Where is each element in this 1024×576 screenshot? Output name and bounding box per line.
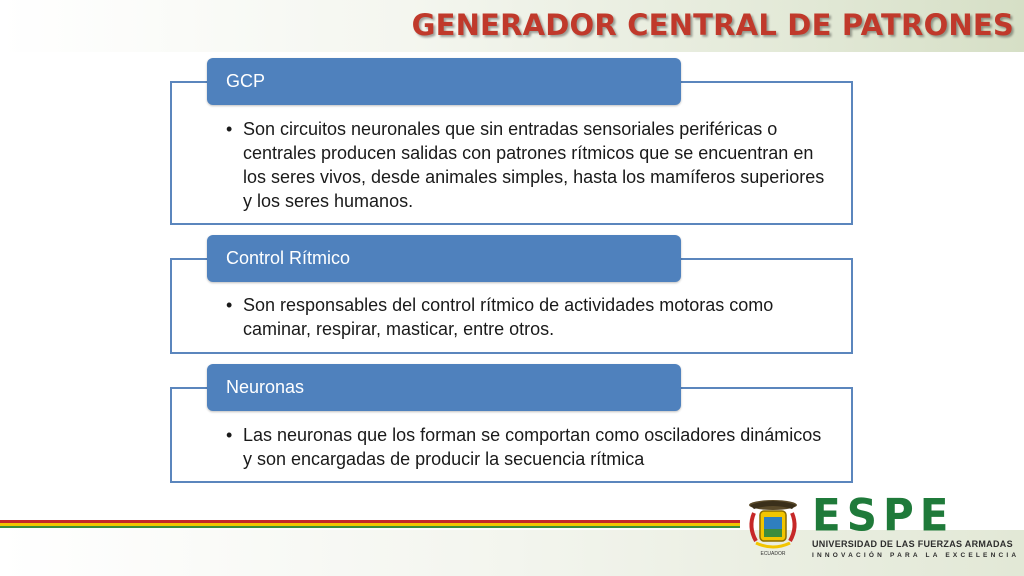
- section-heading-control-ritmico: Control Rítmico: [207, 235, 681, 282]
- section-heading-neuronas: Neuronas: [207, 364, 681, 411]
- section-bullet-neuronas: [226, 423, 826, 471]
- section-bullet-control-ritmico: [226, 293, 826, 341]
- bullet-dot: •: [226, 425, 233, 445]
- bullet-dot: •: [226, 295, 233, 315]
- section-heading-gcp: GCP: [207, 58, 681, 105]
- coat-of-arms-icon: [740, 497, 806, 559]
- bullet-text: Son responsables del control rítmico de actividades motoras como caminar, respirar, masticar, entre otros.: [243, 295, 774, 339]
- crest-label: ECUADOR: [760, 551, 786, 557]
- bullet-text: Las neuronas que los forman se comportan como osciladores dinámicos y son encargadas de producir la secuencia rítmica: [243, 425, 822, 469]
- section-bullet-gcp: [226, 117, 826, 213]
- espe-wordmark: ESPE: [812, 489, 955, 542]
- bullet-dot: •: [226, 119, 233, 139]
- espe-tagline: INNOVACIÓN PARA LA EXCELENCIA: [812, 552, 1020, 559]
- page-title: GENERADOR CENTRAL DE PATRONES: [411, 8, 1014, 42]
- espe-logo: [740, 489, 1024, 576]
- footer-stripe-green: [0, 526, 740, 528]
- espe-subtitle: UNIVERSIDAD DE LAS FUERZAS ARMADAS: [812, 539, 1013, 549]
- bullet-text: Son circuitos neuronales que sin entradas sensoriales periféricas o centrales producen salidas con patrones rítmicos que se encuentran en los seres vivos, desde animales simples, hasta los mamíferos superiores y los seres humanos.: [243, 119, 825, 211]
